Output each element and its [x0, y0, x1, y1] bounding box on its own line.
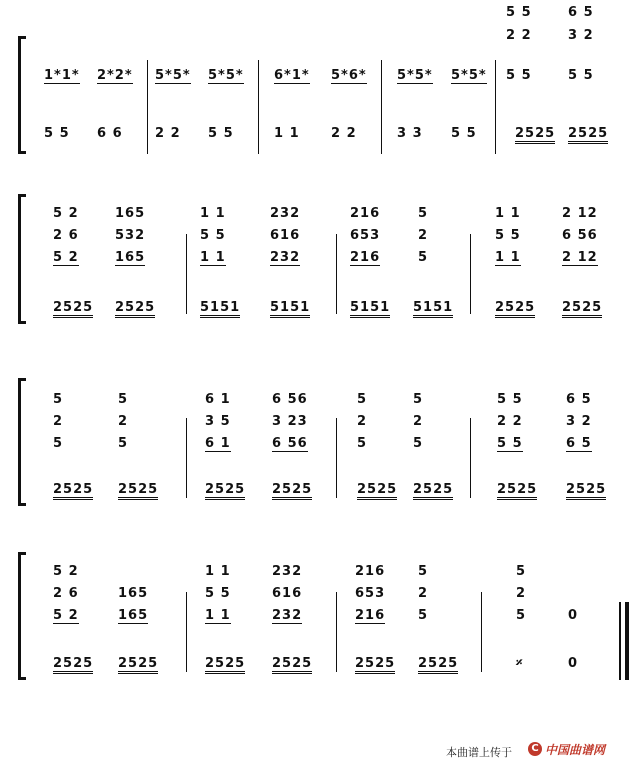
melody-note-group: 5: [516, 608, 527, 623]
bar-line: [481, 592, 482, 672]
melody-note-group: 1*1*: [44, 68, 80, 83]
melody-note-group: 5*5*: [208, 68, 244, 83]
melody-note-group: 5 5: [200, 228, 226, 243]
accompaniment-note-group: 2525: [205, 656, 245, 674]
melody-note-group: 5 2: [53, 250, 79, 265]
accompaniment-note-group: 2525: [115, 300, 155, 318]
melody-note-group: 6 5: [566, 436, 592, 451]
melody-note-group: 5: [53, 436, 64, 451]
accompaniment-note-group: 2525: [53, 656, 93, 674]
accompaniment-note-group: 2525: [357, 482, 397, 500]
melody-note-group: 0: [568, 608, 579, 623]
bar-line: [470, 418, 471, 498]
melody-note-group: 5 5: [495, 228, 521, 243]
accompaniment-note-group: 2525: [53, 300, 93, 318]
melody-note-group: 2 2: [497, 414, 523, 429]
melody-note-group: 1 1: [200, 250, 226, 265]
melody-note-group: 6 56: [562, 228, 598, 243]
melody-note-group: 2*2*: [97, 68, 133, 83]
melody-note-group: 216: [355, 564, 386, 579]
melody-note-group: 5: [118, 392, 129, 407]
accompaniment-note-group: 2525: [497, 482, 537, 500]
melody-note-group: 5 5: [506, 68, 532, 83]
melody-note-group: 2 6: [53, 586, 79, 601]
melody-note-group: 2 12: [562, 206, 598, 221]
bar-line: [336, 592, 337, 672]
accompaniment-note-group: 2525: [205, 482, 245, 500]
melody-note-group: 232: [270, 250, 301, 265]
system-bracket: [18, 378, 31, 506]
melody-note-group: 1 1: [205, 608, 231, 623]
accompaniment-note-group: 0: [568, 656, 579, 671]
melody-note-group: 3 2: [568, 28, 594, 43]
melody-note-group: 6 1: [205, 392, 231, 407]
melody-note-group: 2: [418, 228, 429, 243]
melody-note-group: 5*5*: [451, 68, 487, 83]
accompaniment-note-group: 2525: [272, 482, 312, 500]
melody-note-group: 5 2: [53, 206, 79, 221]
melody-note-group: 616: [270, 228, 301, 243]
bar-line: [381, 60, 382, 154]
accompaniment-note-group: 2525: [568, 126, 608, 144]
logo-text: 中国曲谱网: [545, 742, 606, 757]
melody-note-group: 5 5: [497, 392, 523, 407]
accompaniment-note-group: 5 5: [44, 126, 70, 141]
melody-note-group: 6 56: [272, 392, 308, 407]
melody-note-group: 232: [272, 608, 303, 623]
accompaniment-note-group: 6 6: [97, 126, 123, 141]
melody-note-group: 1 1: [200, 206, 226, 221]
melody-note-group: 165: [115, 250, 146, 265]
melody-note-group: 232: [272, 564, 303, 579]
melody-note-group: 5*5*: [155, 68, 191, 83]
melody-note-group: 2 6: [53, 228, 79, 243]
melody-note-group: 2: [118, 414, 129, 429]
melody-note-group: 2: [413, 414, 424, 429]
melody-note-group: 5*6*: [331, 68, 367, 83]
melody-note-group: 5: [418, 250, 429, 265]
system-bracket: [18, 552, 31, 680]
melody-note-group: 2: [516, 586, 527, 601]
melody-note-group: 6 56: [272, 436, 308, 451]
melody-note-group: 5: [413, 392, 424, 407]
melody-note-group: 6 5: [566, 392, 592, 407]
melody-note-group: 6 1: [205, 436, 231, 451]
upload-credit-text: 本曲谱上传于: [446, 746, 512, 759]
accompaniment-note-group: 3 3: [397, 126, 423, 141]
melody-note-group: 653: [355, 586, 386, 601]
bar-line: [336, 418, 337, 498]
melody-note-group: 165: [118, 586, 149, 601]
melody-note-group: 5: [413, 436, 424, 451]
accompaniment-note-group: 2525: [562, 300, 602, 318]
melody-note-group: 1 1: [495, 250, 521, 265]
bar-line: [258, 60, 259, 154]
melody-note-group: 216: [350, 250, 381, 265]
melody-note-group: 216: [355, 608, 386, 623]
melody-note-group: 532: [115, 228, 146, 243]
melody-note-group: 5 5: [497, 436, 523, 451]
accompaniment-note-group: 5 5: [451, 126, 477, 141]
melody-note-group: 5: [516, 564, 527, 579]
accompaniment-note-group: 2525: [118, 656, 158, 674]
melody-note-group: 2: [53, 414, 64, 429]
melody-note-group: 5: [357, 436, 368, 451]
accompaniment-note-group: 2525: [272, 656, 312, 674]
accompaniment-note-group: 5151: [200, 300, 240, 318]
melody-note-group: 3 23: [272, 414, 308, 429]
melody-note-group: 5 5: [506, 5, 532, 20]
melody-note-group: 5 5: [205, 586, 231, 601]
melody-note-group: 5: [418, 564, 429, 579]
system-bracket: [18, 194, 31, 324]
melody-note-group: 5: [118, 436, 129, 451]
melody-note-group: 3 2: [566, 414, 592, 429]
melody-note-group: 2 12: [562, 250, 598, 265]
accompaniment-note-group: 2 2: [331, 126, 357, 141]
bar-line: [495, 60, 496, 154]
melody-note-group: 5*5*: [397, 68, 433, 83]
melody-note-group: 653: [350, 228, 381, 243]
melody-note-group: 1 1: [205, 564, 231, 579]
melody-note-group: 2: [418, 586, 429, 601]
system-bracket: [18, 36, 31, 154]
accompaniment-note-group: 2525: [118, 482, 158, 500]
melody-note-group: 5: [418, 206, 429, 221]
bar-line: [470, 234, 471, 314]
accompaniment-note-group: 5 5: [208, 126, 234, 141]
final-bar-line: [625, 602, 629, 680]
accompaniment-note-group: 𝄎: [516, 656, 524, 671]
accompaniment-note-group: 2525: [566, 482, 606, 500]
melody-note-group: 6 5: [568, 5, 594, 20]
melody-note-group: 6*1*: [274, 68, 310, 83]
accompaniment-note-group: 2 2: [155, 126, 181, 141]
melody-note-group: 5 5: [568, 68, 594, 83]
melody-note-group: 5: [53, 392, 64, 407]
melody-note-group: 5 2: [53, 608, 79, 623]
melody-note-group: 5: [418, 608, 429, 623]
melody-note-group: 616: [272, 586, 303, 601]
melody-note-group: 2: [357, 414, 368, 429]
final-bar-line: [619, 602, 621, 680]
melody-note-group: 1 1: [495, 206, 521, 221]
melody-note-group: 165: [118, 608, 149, 623]
accompaniment-note-group: 2525: [515, 126, 555, 144]
bar-line: [186, 418, 187, 498]
bar-line: [336, 234, 337, 314]
melody-note-group: 232: [270, 206, 301, 221]
accompaniment-note-group: 5151: [350, 300, 390, 318]
melody-note-group: 165: [115, 206, 146, 221]
melody-note-group: 216: [350, 206, 381, 221]
accompaniment-note-group: 2525: [355, 656, 395, 674]
bar-line: [186, 592, 187, 672]
logo-mark-icon: C: [528, 742, 542, 756]
accompaniment-note-group: 2525: [418, 656, 458, 674]
melody-note-group: 2 2: [506, 28, 532, 43]
melody-note-group: 3 5: [205, 414, 231, 429]
accompaniment-note-group: 5151: [270, 300, 310, 318]
melody-note-group: 5: [357, 392, 368, 407]
accompaniment-note-group: 1 1: [274, 126, 300, 141]
bar-line: [147, 60, 148, 154]
melody-note-group: 5 2: [53, 564, 79, 579]
accompaniment-note-group: 2525: [413, 482, 453, 500]
accompaniment-note-group: 2525: [53, 482, 93, 500]
accompaniment-note-group: 5151: [413, 300, 453, 318]
accompaniment-note-group: 2525: [495, 300, 535, 318]
bar-line: [186, 234, 187, 314]
site-logo: [528, 740, 634, 758]
